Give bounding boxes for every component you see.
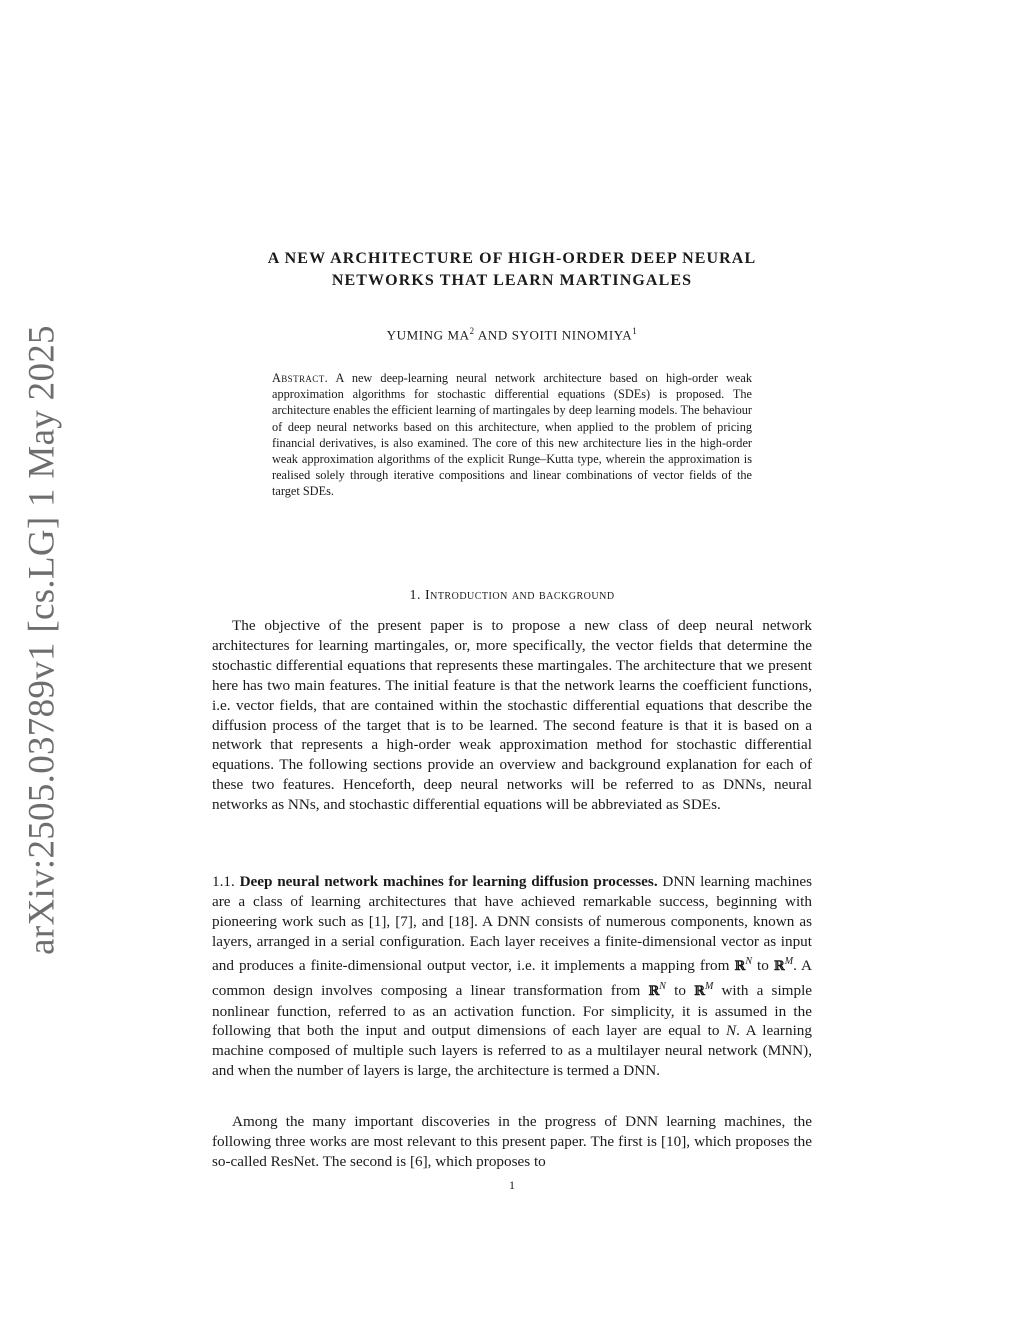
real-numbers-symbol: ℝ xyxy=(773,958,785,974)
paragraph-text: with a simple nonlinear function, referred to as an activation function. For simplicity, it is assumed in the following that both the input and output dimensions of each layer are equal to xyxy=(212,981,813,1040)
intro-paragraph xyxy=(212,616,812,815)
real-numbers-symbol: ℝ xyxy=(694,983,705,999)
math-exponent: N xyxy=(659,980,666,992)
math-exponent: M xyxy=(784,955,794,967)
subsection-number: 1.1. xyxy=(212,873,235,890)
subsection-title: Deep neural network machines for learning diffusion processes. xyxy=(239,873,658,890)
paragraph-text: The objective of the present paper is to propose a new class of deep neural network architectures for learning martingales, or, more specifically, the vector fields that determine the stochastic differential equations that represents these martingales. The architecture that we present here has two main features. The initial feature is that the network learns the coefficient functions, i.e. vector fields, that are contained within the stochastic differential equations that describe the diffusion process of the target that is to be learned. The second feature is that it is based on a network that represents a high-order weak approximation method for stochastic differential equations. The following sections provide an overview and background explanation for each of these two features. Henceforth, deep neural networks will be referred to as DNNs, neural networks as NNs, and stochastic differential equations will be abbreviated as SDEs. xyxy=(212,617,812,814)
paper-title xyxy=(200,248,824,292)
real-numbers-symbol: ℝ xyxy=(648,983,660,999)
title-line-2: NETWORKS THAT LEARN MARTINGALES xyxy=(331,272,693,289)
affiliation-mark: 1 xyxy=(632,326,638,336)
abstract xyxy=(272,370,752,500)
abstract-text: A new deep-learning neural network architecture based on high-order weak approximation algorithms for stochastic differential equations (SDEs) is proposed. The architecture enables the efficient learning of martingales by deep learning models. The behaviour of deep neural networks based on this architecture, when applied to the problem of pricing financial derivatives, is also examined. The core of this new architecture lies in the high-order weak approximation algorithms of the explicit Runge–Kutta type, wherein the approximation is realised solely through iterative compositions and linear combinations of vector fields of the target SDEs. xyxy=(272,371,752,499)
title-line-1: A NEW ARCHITECTURE OF HIGH-ORDER DEEP NEURAL xyxy=(267,250,757,267)
math-exponent: N xyxy=(745,955,752,967)
paragraph-text: . A learning machine composed of multiple such layers is referred to as a multilayer neural network (MNN), and when the number of layers is large, the architecture is termed a DNN. xyxy=(212,1022,812,1080)
author-joiner: AND xyxy=(477,327,508,343)
section-number: 1. xyxy=(409,588,421,603)
body-paragraph xyxy=(212,1112,812,1172)
page-number: 1 xyxy=(509,1178,515,1192)
subsection-paragraph xyxy=(212,872,812,1081)
author-name: YUMING MA xyxy=(386,327,470,343)
math-connector: to xyxy=(674,981,686,999)
math-variable: N xyxy=(725,1022,737,1040)
math-connector: to xyxy=(757,956,769,974)
arxiv-identifier: arXiv:2505.03789v1 [cs.LG] 1 May 2025 xyxy=(21,325,63,955)
author-name: SYOITI NINOMIYA xyxy=(511,327,633,343)
section-title: Introduction and background xyxy=(424,588,615,603)
abstract-label: Abstract. xyxy=(272,371,329,385)
affiliation-mark: 2 xyxy=(469,326,475,336)
author-list xyxy=(200,326,824,343)
section-heading xyxy=(200,588,824,604)
paragraph-text: Among the many important discoveries in the progress of DNN learning machines, the following three works are most relevant to this present paper. The first is [10], which proposes the so-called ResNet. The second is [6], which proposes to xyxy=(212,1113,812,1170)
paragraph-text: . A common design involves composing a linear transformation from xyxy=(212,956,813,999)
math-exponent: M xyxy=(704,980,714,992)
real-numbers-symbol: ℝ xyxy=(734,958,746,974)
paragraph-text: DNN learning machines are a class of learning architectures that have achieved remarkable success, beginning with pioneering work such as [1], [7], and [18]. A DNN consists of numerous components, known as layers, arranged in a serial configuration. Each layer receives a finite-dimensional vector as input and produces a finite-dimensional output vector, i.e. it implements a mapping from xyxy=(212,873,812,974)
arxiv-sidebar xyxy=(0,0,100,1325)
